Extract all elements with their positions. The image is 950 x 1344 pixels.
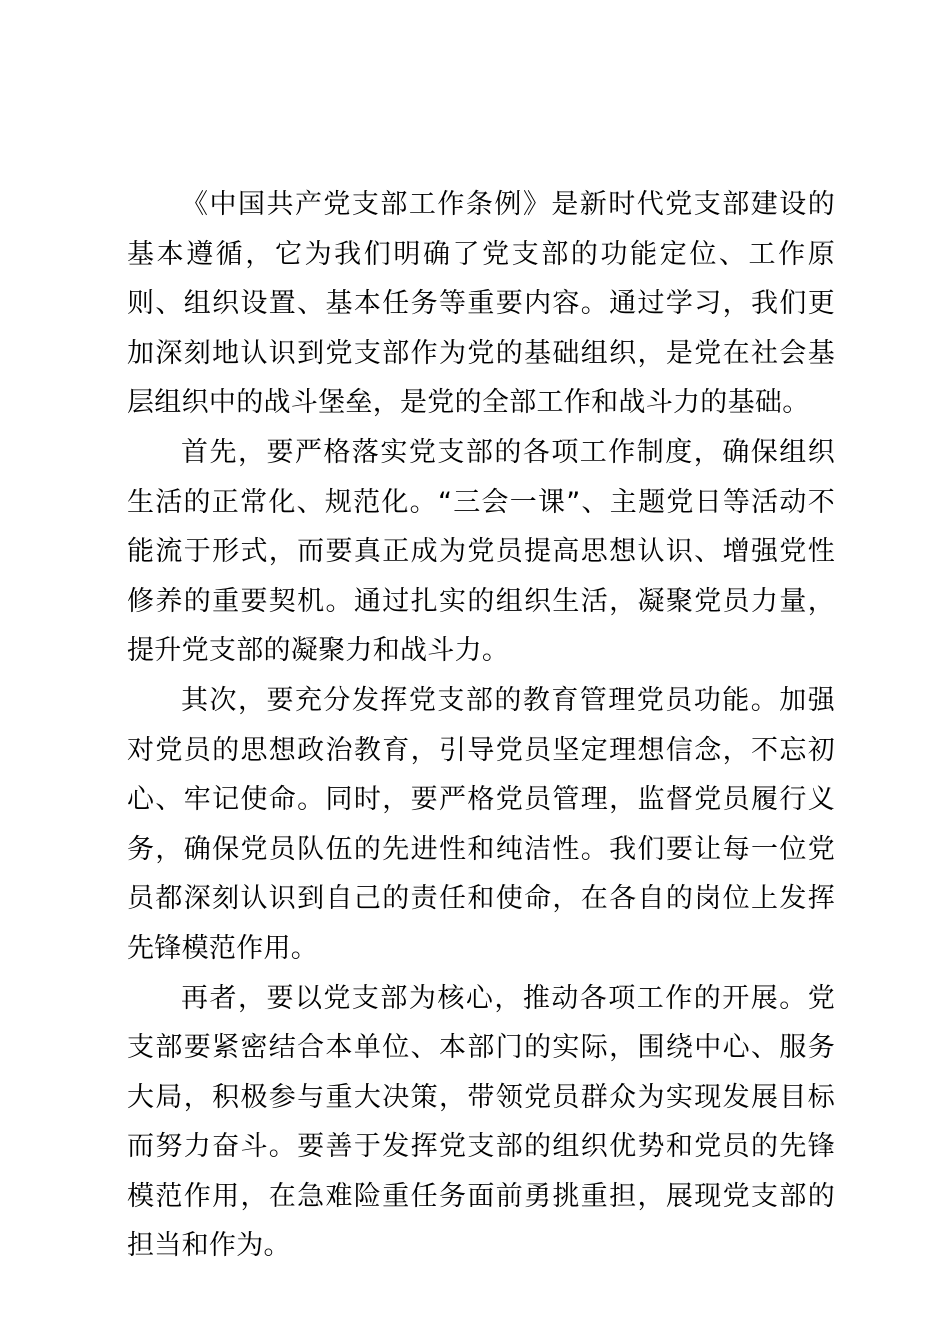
paragraph-1: 《中国共产党支部工作条例》是新时代党支部建设的基本遵循，它为我们明确了党支部的功能定位、工作原则、组织设置、基本任务等重要内容。通过学习，我们更加深刻地认识到党支部作为党的基础组织，是党在社会基层组织中的战斗堡垒，是党的全部工作和战斗力的基础。 xyxy=(127,189,835,419)
paragraph-4: 再者，要以党支部为核心，推动各项工作的开展。党支部要紧密结合本单位、本部门的实际，围绕中心、服务大局，积极参与重大决策，带领党员群众为实现发展目标而努力奋斗。要善于发挥党支部的组织优势和党员的先锋模范作用，在急难险重任务面前勇挑重担，展现党支部的担当和作为。 xyxy=(127,982,835,1262)
paragraph-2: 首先，要严格落实党支部的各项工作制度，确保组织生活的正常化、规范化。“三会一课”、主题党日等活动不能流于形式，而要真正成为党员提高思想认识、增强党性修养的重要契机。通过扎实的组织生活，凝聚党员力量，提升党支部的凝聚力和战斗力。 xyxy=(127,436,835,667)
document-body xyxy=(127,180,835,1271)
paragraph-3: 其次，要充分发挥党支部的教育管理党员功能。加强对党员的思想政治教育，引导党员坚定理想信念，不忘初心、牢记使命。同时，要严格党员管理，监督党员履行义务，确保党员队伍的先进性和纯洁性。我们要让每一位党员都深刻认识到自己的责任和使命，在各自的岗位上发挥先锋模范作用。 xyxy=(127,684,835,964)
